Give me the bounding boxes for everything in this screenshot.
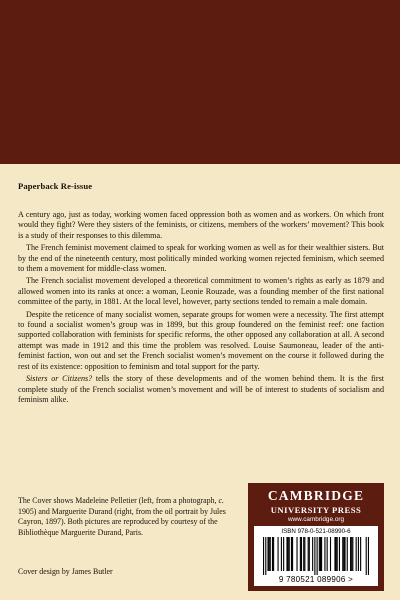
barcode-bar [289,537,290,571]
barcode-bar [283,537,284,571]
barcode-bar [324,537,325,571]
barcode-bar [291,537,292,571]
publisher-name: CAMBRIDGE [267,488,365,503]
barcode-bar [320,537,321,571]
publisher-url: www.cambridge.org [287,516,345,523]
barcode [263,537,369,575]
cover-design-credit: Cover design by James Butler [18,567,113,576]
cover-credit-text: 1905) and Marguerite Durand (right, from the oil portrait by Jules Cayron, 1897). Both pictures are reproduced by courtesy of the Bibliothèque Marguerite Durand, Paris. [18,506,226,537]
barcode-bar [270,537,271,571]
barcode-bar [344,537,345,571]
barcode-bar [356,537,357,571]
publisher-subtitle: UNIVERSITY PRESS [270,505,362,515]
barcode-digits: 9 780521 089906 > [278,575,354,584]
blurb-paragraph-rest: tells the story of these developments and of the women behind them. It is the first complete study of the French socialist women’s movement and will be of interest to students of socialism and feminism alike. [18,374,384,404]
barcode-bar [286,537,287,571]
barcode-bar [366,537,367,575]
barcode-bar [317,537,318,575]
barcode-bar [327,537,328,571]
barcode-bar [358,537,359,571]
barcode-bar [267,537,268,571]
barcode-bar [281,537,282,571]
barcode-bar [350,537,351,571]
barcode-bar [273,537,274,571]
blurb-paragraph [18,374,384,405]
barcode-bar [337,537,338,571]
barcode-bar [309,537,310,571]
cover-credit-text: The Cover shows Madeleine Pelletier (left, from a photograph, [18,496,219,505]
barcode-bar [321,537,322,571]
isbn-label: ISBN 978-0-521-08990-6 [281,528,351,535]
barcode-bar [342,537,343,571]
back-cover-blurb [18,210,384,407]
barcode-bar [292,537,293,571]
barcode-bar [347,537,348,571]
cover-color-band [0,0,400,164]
blurb-paragraph: The French feminist movement claimed to speak for working women as well as for their wealthier sisters. But by the end of the nineteenth century, most politically minded working women rejected feminism, which seemed to them a movement for middle-class women. [18,243,384,274]
barcode-bar [336,537,337,571]
barcode-bar [272,537,273,571]
barcode-bar [343,537,344,571]
reissue-heading: Paperback Re-issue [18,181,93,191]
barcode-bar [319,537,320,571]
barcode-bar [265,537,266,575]
barcode-bar [314,537,315,575]
barcode-bar [334,537,335,571]
blurb-paragraph: A century ago, just as today, working women faced oppression both as women and as workers. On which front would they fight? Were they sisters of the feminists, or citizens, members of the workers’ movement? This book is a study of their responses to this dilemma. [18,210,384,240]
barcode-bar [312,537,313,571]
barcode-bar [300,537,301,571]
barcode-bar [308,537,309,571]
cover-image-credit [18,496,228,538]
blurb-paragraph: The French socialist movement developed a theoretical commitment to women’s rights as early as 1879 and allowed women into its ranks at once: a woman, Leonie Rouzade, was a founding member of the first national committee of the party, in 1881. At the local level, however, party sections tended to remain a male domain. [18,276,384,307]
barcode-bar [269,537,270,571]
barcode-bar [304,537,305,571]
barcode-bar [330,537,331,571]
barcode-bar [263,537,264,575]
circa-abbrev: c. [218,496,224,505]
barcode-bar [351,537,352,571]
book-title-italic: Sisters or Citizens? [26,374,93,384]
barcode-bar [296,537,297,571]
publisher-box [248,483,384,591]
barcode-bar [360,537,361,571]
barcode-bar [368,537,369,575]
barcode-bar [288,537,289,571]
barcode-bar [303,537,304,571]
barcode-bar [352,537,353,571]
barcode-panel [254,526,378,586]
barcode-bar [278,537,279,571]
barcode-bar [301,537,302,571]
blurb-paragraph: Despite the reticence of many socialist women, separate groups for women were a necessity. The first attempt to found a socialist women’s group was in 1899, but this group foundered on the feminist reef: one faction supported collaboration with feminists for specific reforms, the other opposed any collaboration at all. A second attempt was made in 1912 and this time the problem was resolved. Louise Saumoneau, leader of the anti-feminist faction, won out and set the French socialist women’s movement on the course it followed during the rest of its existence: opposition to feminism and total support for the party. [18,309,384,371]
barcode-bar [339,537,340,571]
